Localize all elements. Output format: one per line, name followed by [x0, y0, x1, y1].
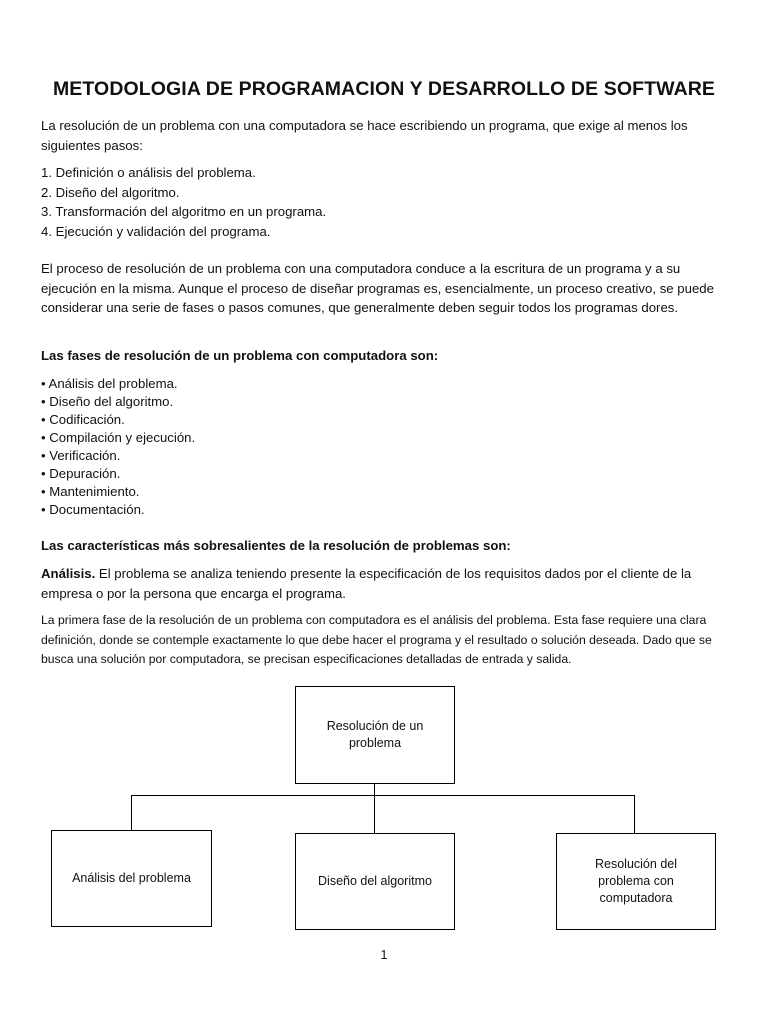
first-phase-paragraph [41, 611, 726, 670]
characteristics-heading: Las características más sobresalientes de la resolución de problemas son: [41, 538, 511, 553]
diagram-box-design: Diseño del algoritmo [295, 833, 455, 930]
analysis-text: El problema se analiza teniendo presente la especificación de los requisitos dados por el cliente de la empresa o por la persona que encarga el programa. [41, 566, 692, 601]
diagram-root-box: Resolución de un problema [295, 686, 455, 784]
phase-item: • Compilación y ejecución. [41, 430, 196, 445]
step-item: 3. Transformación del algoritmo en un programa. [41, 204, 327, 219]
phase-item: • Diseño del algoritmo. [41, 394, 174, 409]
process-paragraph [41, 259, 726, 318]
connector-middle-down [374, 795, 375, 833]
intro-paragraph [41, 116, 726, 156]
page-number: 1 [380, 948, 388, 962]
analysis-paragraph [41, 564, 726, 604]
step-item: 2. Diseño del algoritmo. [41, 184, 180, 200]
phase-item: • Depuración. [41, 466, 121, 481]
connector-right-down [634, 795, 635, 833]
page-title: METODOLOGIA DE PROGRAMACION Y DESARROLLO DE SOFTWARE [52, 78, 716, 100]
first-phase-text: La primera fase de la resolución de un problema con computadora es el análisis del problema. Esta fase requiere una clara definición, donde se contemple exactamente lo que debe hacer el programa y el resultado o solución deseada. Dado que se busca una solución por computadora, se precisan especificaciones detalladas de entrada y salida. [41, 613, 712, 666]
analysis-label: Análisis. [41, 566, 96, 581]
phase-item: • Verificación. [41, 448, 121, 463]
intro-text: La resolución de un problema con una computadora se hace escribiendo un programa, que exige al menos los siguientes pasos: [41, 118, 688, 153]
phase-item: • Documentación. [41, 502, 145, 517]
steps-list [41, 163, 726, 241]
connector-horizontal [131, 795, 635, 796]
step-item: 1. Definición o análisis del problema. [41, 165, 256, 180]
connector-left-down [131, 795, 132, 831]
phase-item: • Codificación. [41, 412, 125, 427]
phase-item: • Mantenimiento. [41, 484, 140, 499]
phases-heading: Las fases de resolución de un problema con computadora son: [41, 348, 439, 363]
step-item: 4. Ejecución y validación del programa. [41, 223, 271, 239]
phases-list [41, 375, 726, 519]
diagram-box-analysis: Análisis del problema [51, 830, 212, 927]
diagram-box-resolution: Resolución del problema con computadora [556, 833, 716, 930]
process-text: El proceso de resolución de un problema con una computadora conduce a la escritura de un programa y a su ejecución en la misma. Aunque el proceso de diseñar programas es, esencialmente, un proceso creativo, se puede considerar una serie de fases o pasos comunes, que generalmente deben seguir todos los programas dores. [41, 261, 714, 315]
phase-item: • Análisis del problema. [41, 376, 178, 391]
